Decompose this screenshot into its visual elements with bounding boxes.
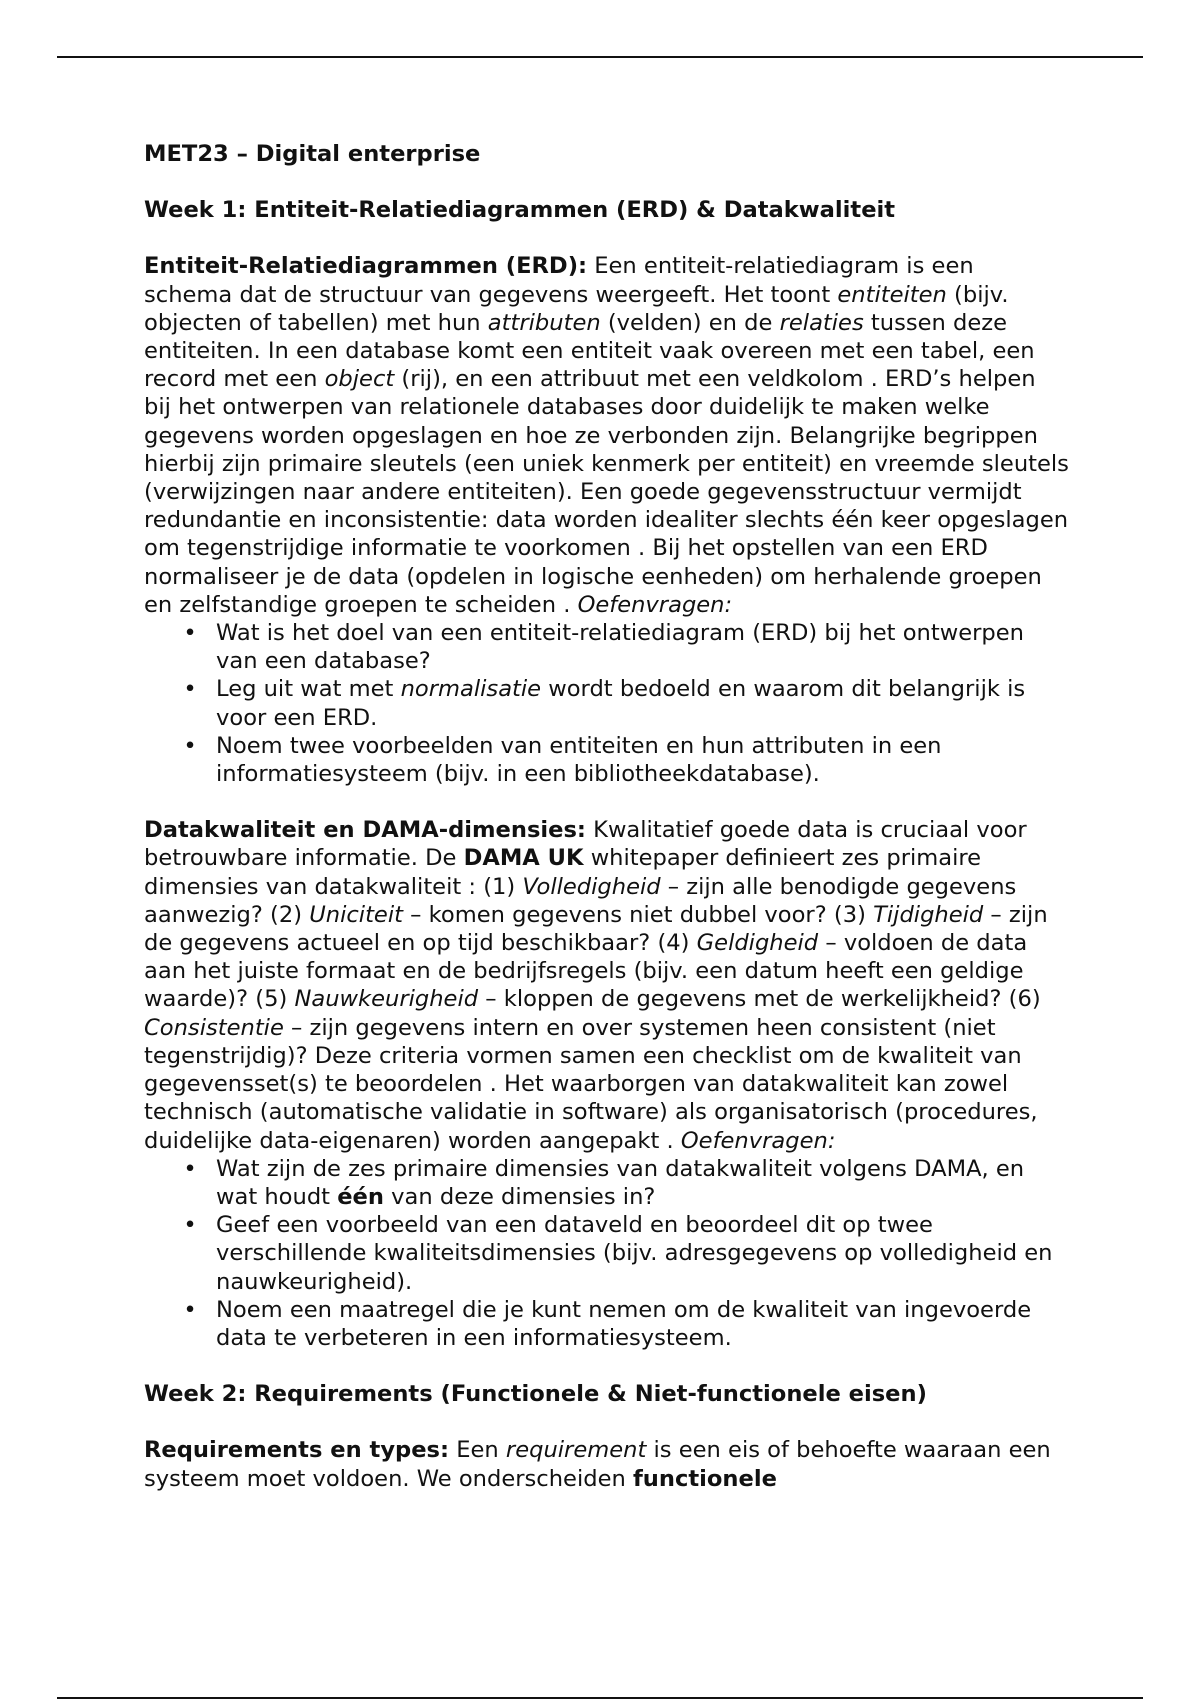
erd-questions-list (144, 619, 1069, 788)
dama-text-6: – voldoen de data aan het juiste formaat en de bedrijfsregels (bijv. een datum heeft een geldige waarde)? (5) (144, 930, 1028, 1013)
bullet-icon: • (183, 620, 197, 647)
week2-heading: Week 2: Requirements (Functionele & Niet-functionele eisen) (144, 1381, 927, 1408)
list-item (144, 732, 1069, 788)
erd-term-attributen: attributen (487, 309, 601, 336)
dama-question-1-emphasis: één (337, 1183, 384, 1210)
erd-question-3: Noem twee voorbeelden van entiteiten en hun attributen in een informatiesysteem (bijv. in een bibliotheekdatabase). (216, 732, 942, 788)
req-term-functionele: functionele (632, 1465, 777, 1492)
document-title: MET23 – Digital enterprise (144, 141, 481, 167)
erd-question-2-term: normalisatie (400, 676, 542, 703)
dama-term-uniciteit: Uniciteit (309, 901, 403, 928)
top-horizontal-rule (57, 56, 1143, 58)
dama-text-8: – zijn gegevens intern en over systemen heen consistent (niet tegenstrijdig)? Deze criteria vormen samen een checklist om de kwaliteit van gegevensset(s) te beoordelen . Het waarborgen van datakwaliteit kan zowel technisch (automatische validatie in software) als organisatorisch (procedures, duidelijke data-eigenaren) worden aangepakt . (144, 1014, 1038, 1154)
dama-uk: DAMA UK (463, 845, 584, 872)
requirements-paragraph (144, 1436, 1069, 1492)
bullet-icon: • (183, 676, 197, 703)
list-item (144, 619, 1069, 675)
erd-label: Entiteit-Relatiediagrammen (ERD): (144, 253, 588, 280)
erd-text-5: (rij), en een attribuut met een veldkolom . ERD’s helpen bij het ontwerpen van relationele databases door duidelijk te maken welke gegevens worden opgeslagen en hoe ze verbonden zijn. Belangrijke begrippen hierbij zijn primaire sleutels (een uniek kenmerk per entiteit) en vreemde sleutels (verwijzingen naar andere entiteiten). Een goede gegevensstructuur vermijdt redundantie en inconsistentie: data worden idealiter slechts één keer opgeslagen om tegenstrijdige informatie te voorkomen . Bij het opstellen van een ERD normaliseer je de data (opdelen in logische eenheden) om herhalende groepen en zelfstandige groepen te scheiden . (144, 366, 1069, 618)
erd-text-3: (velden) en de (600, 309, 780, 336)
erd-term-object: object (324, 366, 395, 393)
bullet-icon: • (183, 1155, 197, 1182)
erd-text-2: (bijv. objecten of tabellen) met hun (144, 281, 1009, 336)
dama-text-3: – zijn alle benodigde gegevens aanwezig? (2) (144, 873, 1017, 928)
bullet-icon: • (183, 1212, 197, 1239)
req-term-requirement: requirement (505, 1437, 647, 1464)
dama-label: Datakwaliteit en DAMA-dimensies: (144, 817, 586, 844)
erd-question-2-a: Leg uit wat met (216, 676, 401, 703)
list-item (144, 1155, 1069, 1211)
erd-question-2-b: wordt bedoeld en waarom dit belangrijk is voor een ERD. (216, 676, 1026, 731)
dama-question-1-c: van deze dimensies in? (383, 1183, 656, 1210)
erd-text-1: Een entiteit-relatiediagram is een schema dat de structuur van gegevens weergeeft. Het toont (144, 253, 974, 308)
list-item (144, 1211, 1069, 1296)
dama-term-volledigheid: Volledigheid (522, 873, 661, 900)
dama-paragraph (144, 816, 1069, 1154)
dama-text-1: Kwalitatief goede data is cruciaal voor betrouwbare informatie. De (144, 817, 1027, 872)
req-text-1: Een (449, 1437, 506, 1464)
req-text-2: is een eis of behoefte waaraan een systeem moet voldoen. We onderscheiden (144, 1437, 1051, 1492)
dama-term-geldigheid: Geldigheid (696, 930, 819, 957)
erd-exercises-label: Oefenvragen: (577, 591, 733, 618)
dama-question-1-a: Wat zijn de zes primaire dimensies van datakwaliteit volgens DAMA, en wat houdt (216, 1155, 1025, 1210)
bullet-icon: • (183, 1296, 197, 1323)
erd-term-entiteiten: entiteiten (837, 281, 947, 308)
bottom-horizontal-rule (57, 1697, 1143, 1699)
dama-term-tijdigheid: Tijdigheid (873, 901, 984, 928)
dama-term-consistentie: Consistentie (144, 1014, 284, 1041)
dama-exercises-label: Oefenvragen: (680, 1127, 836, 1154)
bullet-icon: • (183, 732, 197, 759)
list-item (144, 675, 1069, 731)
list-item (144, 1296, 1069, 1352)
dama-text-4: – komen gegevens niet dubbel voor? (3) (402, 901, 874, 928)
erd-question-1: Wat is het doel van een entiteit-relatiediagram (ERD) bij het ontwerpen van een database? (216, 620, 1024, 675)
dama-questions-list (144, 1155, 1069, 1352)
dama-term-nauwkeurigheid: Nauwkeurigheid (294, 986, 479, 1013)
dama-text-7: – kloppen de gegevens met de werkelijkheid? (6) (478, 986, 1041, 1013)
dama-text-2: whitepaper definieert zes primaire dimensies van datakwaliteit : (1) (144, 845, 982, 900)
week1-heading: Week 1: Entiteit-Relatiediagrammen (ERD) & Datakwaliteit (144, 197, 896, 224)
dama-question-3: Noem een maatregel die je kunt nemen om de kwaliteit van ingevoerde data te verbeteren in een informatiesysteem. (216, 1296, 1032, 1351)
dama-text-5: – zijn de gegevens actueel en op tijd beschikbaar? (4) (144, 901, 1048, 957)
erd-term-relaties: relaties (779, 309, 864, 336)
dama-question-2: Geef een voorbeeld van een dataveld en beoordeel dit op twee verschillende kwaliteitsdimensies (bijv. adresgegevens op volledigheid en nauwkeurigheid). (216, 1212, 1053, 1295)
erd-paragraph (144, 252, 1069, 619)
document-body (144, 140, 1069, 1493)
erd-text-4: tussen deze entiteiten. In een database komt een entiteit vaak overeen met een tabel, een record met een (144, 309, 1035, 393)
requirements-label: Requirements en types: (144, 1437, 450, 1464)
